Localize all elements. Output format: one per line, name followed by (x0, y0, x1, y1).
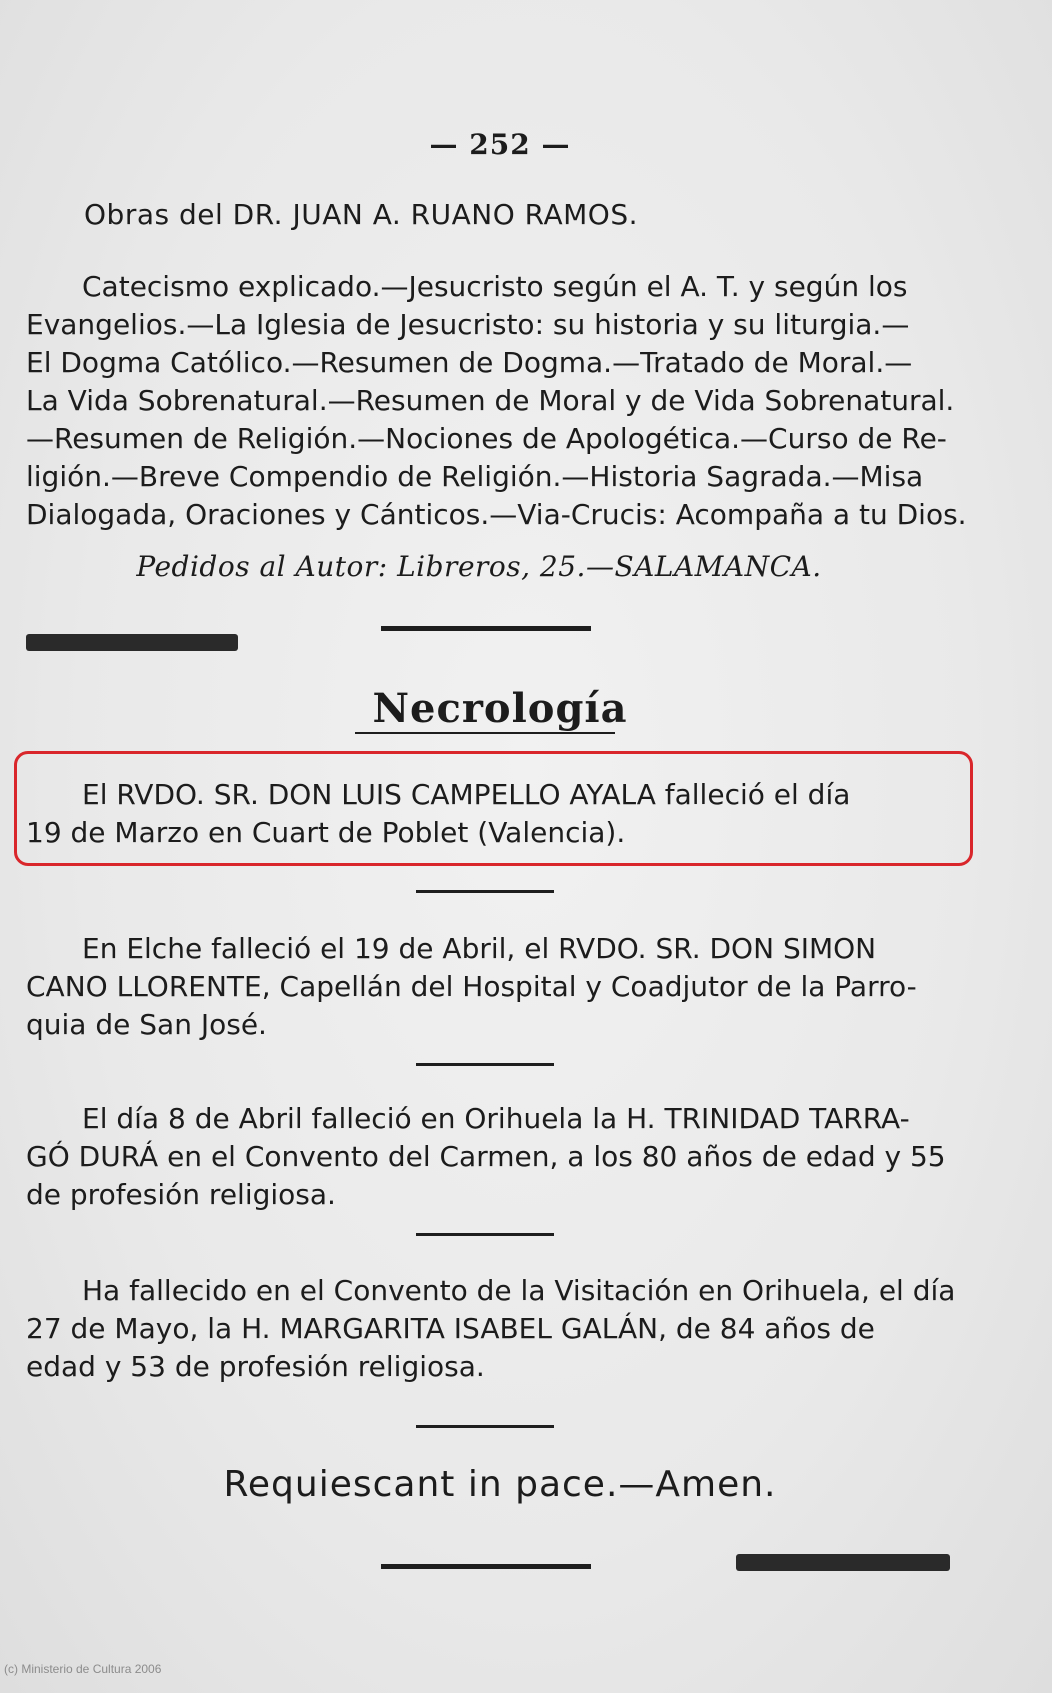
entry-line: GÓ DURÁ en el Convento del Carmen, a los 80 años de edad y 55 (26, 1140, 946, 1173)
entry-divider (416, 1425, 554, 1428)
works-list (26, 268, 967, 534)
works-line: Catecismo explicado.—Jesucristo según el A. T. y según los (82, 270, 908, 303)
works-line: Evangelios.—La Iglesia de Jesucristo: su historia y su liturgia.— (26, 308, 910, 341)
obituary-entry (26, 1272, 956, 1386)
obituary-entry (26, 930, 956, 1044)
divider-rule (381, 1564, 591, 1569)
entry-divider (416, 1233, 554, 1236)
entry-line: edad y 53 de profesión religiosa. (26, 1350, 485, 1383)
works-line: El Dogma Católico.—Resumen de Dogma.—Tratado de Moral.— (26, 346, 913, 379)
entry-line: El RVDO. SR. DON LUIS CAMPELLO AYALA falleció el día (82, 778, 851, 811)
title-underline (355, 732, 615, 734)
entry-line: 19 de Marzo en Cuart de Poblet (Valencia). (26, 816, 626, 849)
divider-bar (26, 634, 238, 651)
orders-note: Pedidos al Autor: Libreros, 25.—SALAMANCA. (136, 550, 822, 583)
works-line: ligión.—Breve Compendio de Religión.—Historia Sagrada.—Misa (26, 460, 924, 493)
divider-rule (381, 626, 591, 631)
entry-line: de profesión religiosa. (26, 1178, 336, 1211)
entry-line: El día 8 de Abril falleció en Orihuela la H. TRINIDAD TARRA- (82, 1102, 910, 1135)
works-line: —Resumen de Religión.—Nociones de Apologética.—Curso de Re- (26, 422, 947, 455)
entry-divider (416, 1063, 554, 1066)
works-header: Obras del DR. JUAN A. RUANO RAMOS. (84, 198, 639, 231)
closing-text: Requiescant in pace.—Amen. (223, 1464, 777, 1505)
works-line: Dialogada, Oraciones y Cánticos.—Via-Crucis: Acompaña a tu Dios. (26, 498, 967, 531)
obituary-entry (26, 1100, 956, 1214)
works-line: La Vida Sobrenatural.—Resumen de Moral y de Vida Sobrenatural. (26, 384, 955, 417)
divider-bar (736, 1554, 950, 1571)
highlight-box (14, 751, 973, 866)
entry-divider (416, 890, 554, 893)
section-title: Necrología (372, 685, 628, 732)
copyright-notice: (c) Ministerio de Cultura 2006 (4, 1662, 162, 1676)
entry-line: 27 de Mayo, la H. MARGARITA ISABEL GALÁN, de 84 años de (26, 1312, 875, 1345)
entry-line: quia de San José. (26, 1008, 267, 1041)
page-number: — 252 — (429, 128, 571, 161)
entry-line: En Elche falleció el 19 de Abril, el RVDO. SR. DON SIMON (82, 932, 877, 965)
entry-line: CANO LLORENTE, Capellán del Hospital y Coadjutor de la Parro- (26, 970, 917, 1003)
entry-line: Ha fallecido en el Convento de la Visitación en Orihuela, el día (82, 1274, 956, 1307)
